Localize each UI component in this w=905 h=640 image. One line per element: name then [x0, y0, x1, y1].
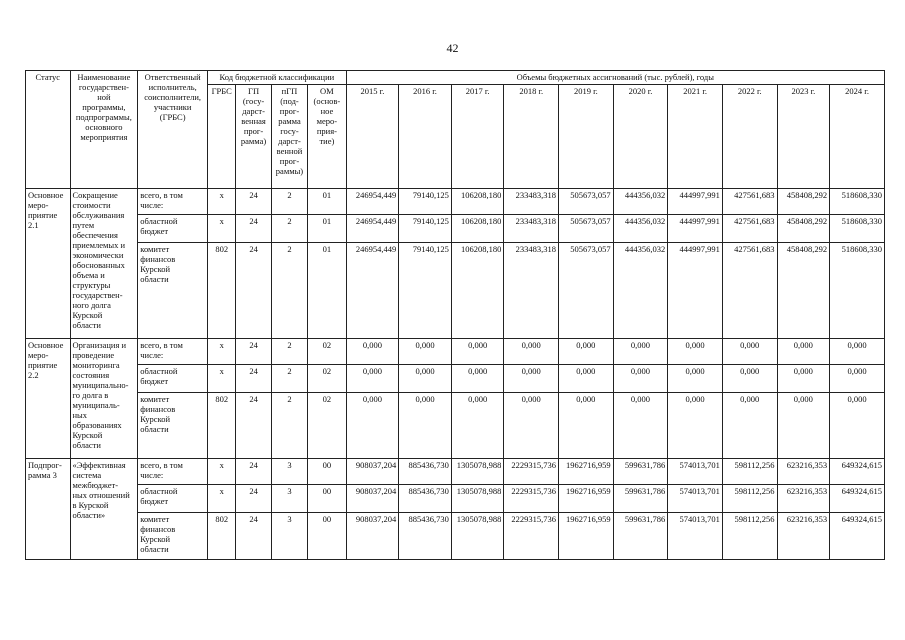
amount-cell: 0,000: [559, 365, 614, 393]
table-row: [26, 215, 885, 243]
amount-cell: 458408,292: [777, 215, 830, 243]
amount-cell: 518608,330: [830, 189, 885, 215]
grbs-cell: х: [208, 485, 236, 513]
header-responsible: Ответственный исполнитель, соисполнители, участники (ГРБС): [138, 71, 208, 189]
amount-cell: 79140,125: [399, 215, 452, 243]
header-year: 2017 г.: [451, 85, 504, 189]
amount-cell: 0,000: [451, 393, 504, 459]
header-year: 2019 г.: [559, 85, 614, 189]
header-gp: ГП (госу- дарст- венная прог- рамма): [236, 85, 271, 189]
amount-cell: 1962716,959: [559, 459, 614, 485]
table-row: [26, 189, 885, 215]
grbs-cell: 802: [208, 393, 236, 459]
gp-cell: 24: [236, 485, 271, 513]
header-year: 2020 г.: [613, 85, 668, 189]
responsible-cell: всего, в том числе:: [138, 189, 208, 215]
amount-cell: 2229315,736: [504, 459, 559, 485]
table-row: [26, 485, 885, 513]
amount-cell: 0,000: [399, 393, 452, 459]
grbs-cell: х: [208, 189, 236, 215]
header-name: Наименование государствен- ной программы, подпрограммы, основного мероприятия: [70, 71, 138, 189]
amount-cell: 505673,057: [559, 189, 614, 215]
amount-cell: 908037,204: [346, 485, 399, 513]
amount-cell: 598112,256: [722, 459, 777, 485]
amount-cell: 444356,032: [613, 243, 668, 339]
amount-cell: 598112,256: [722, 513, 777, 560]
amount-cell: 2229315,736: [504, 485, 559, 513]
header-year: 2015 г.: [346, 85, 399, 189]
amount-cell: 0,000: [559, 339, 614, 365]
amount-cell: 0,000: [504, 365, 559, 393]
header-budget-volume: Объемы бюджетных ассигнований (тыс. рублей), годы: [346, 71, 884, 85]
om-cell: 02: [308, 339, 346, 365]
amount-cell: 0,000: [613, 339, 668, 365]
header-status: Статус: [26, 71, 71, 189]
pgp-cell: 2: [271, 339, 307, 365]
amount-cell: 0,000: [559, 393, 614, 459]
responsible-cell: всего, в том числе:: [138, 339, 208, 365]
amount-cell: 444997,991: [668, 189, 723, 215]
amount-cell: 0,000: [346, 365, 399, 393]
amount-cell: 0,000: [722, 339, 777, 365]
pgp-cell: 2: [271, 243, 307, 339]
gp-cell: 24: [236, 339, 271, 365]
pgp-cell: 2: [271, 215, 307, 243]
table-row: [26, 393, 885, 459]
grbs-cell: х: [208, 459, 236, 485]
amount-cell: 233483,318: [504, 243, 559, 339]
amount-cell: 0,000: [399, 339, 452, 365]
amount-cell: 444997,991: [668, 243, 723, 339]
amount-cell: 518608,330: [830, 243, 885, 339]
program-name-cell: Сокращение стоимости обслуживания путем обеспечения приемлемых и экономически обоснованных объема и структуры государствен- ного долга Курской области: [70, 189, 138, 339]
amount-cell: 0,000: [451, 339, 504, 365]
amount-cell: 427561,683: [722, 243, 777, 339]
header-row-top: [26, 71, 885, 85]
amount-cell: 246954,449: [346, 215, 399, 243]
grbs-cell: х: [208, 339, 236, 365]
amount-cell: 623216,353: [777, 513, 830, 560]
pgp-cell: 3: [271, 459, 307, 485]
gp-cell: 24: [236, 459, 271, 485]
amount-cell: 598112,256: [722, 485, 777, 513]
amount-cell: 0,000: [668, 393, 723, 459]
amount-cell: 0,000: [504, 393, 559, 459]
amount-cell: 885436,730: [399, 459, 452, 485]
om-cell: 00: [308, 485, 346, 513]
pgp-cell: 2: [271, 393, 307, 459]
amount-cell: 0,000: [830, 339, 885, 365]
grbs-cell: х: [208, 215, 236, 243]
amount-cell: 233483,318: [504, 189, 559, 215]
amount-cell: 505673,057: [559, 215, 614, 243]
gp-cell: 24: [236, 215, 271, 243]
grbs-cell: 802: [208, 513, 236, 560]
gp-cell: 24: [236, 513, 271, 560]
program-name-cell: «Эффективная система межбюджет- ных отношений в Курской области»: [70, 459, 138, 560]
amount-cell: 246954,449: [346, 189, 399, 215]
program-name-cell: Организация и проведение мониторинга состояния муниципально- го долга в муниципаль- ных образованиях Курской области: [70, 339, 138, 459]
om-cell: 02: [308, 393, 346, 459]
amount-cell: 1305078,988: [451, 485, 504, 513]
responsible-cell: комитет финансов Курской области: [138, 393, 208, 459]
amount-cell: 1962716,959: [559, 513, 614, 560]
grbs-cell: х: [208, 365, 236, 393]
amount-cell: 0,000: [668, 339, 723, 365]
amount-cell: 246954,449: [346, 243, 399, 339]
pgp-cell: 2: [271, 365, 307, 393]
amount-cell: 623216,353: [777, 485, 830, 513]
header-year: 2023 г.: [777, 85, 830, 189]
amount-cell: 574013,701: [668, 485, 723, 513]
amount-cell: 505673,057: [559, 243, 614, 339]
amount-cell: 0,000: [504, 339, 559, 365]
amount-cell: 106208,180: [451, 243, 504, 339]
page-number: 42: [446, 41, 459, 55]
amount-cell: 0,000: [346, 393, 399, 459]
amount-cell: 0,000: [613, 365, 668, 393]
amount-cell: 233483,318: [504, 215, 559, 243]
amount-cell: 427561,683: [722, 189, 777, 215]
amount-cell: 885436,730: [399, 485, 452, 513]
amount-cell: 0,000: [722, 365, 777, 393]
amount-cell: 599631,786: [613, 459, 668, 485]
responsible-cell: областной бюджет: [138, 485, 208, 513]
gp-cell: 24: [236, 189, 271, 215]
pgp-cell: 2: [271, 189, 307, 215]
header-year: 2024 г.: [830, 85, 885, 189]
amount-cell: 649324,615: [830, 459, 885, 485]
amount-cell: 0,000: [346, 339, 399, 365]
amount-cell: 0,000: [668, 365, 723, 393]
om-cell: 00: [308, 459, 346, 485]
amount-cell: 0,000: [399, 365, 452, 393]
table-row: [26, 459, 885, 485]
amount-cell: 0,000: [613, 393, 668, 459]
table-body: [26, 189, 885, 560]
table-row: [26, 243, 885, 339]
amount-cell: 79140,125: [399, 243, 452, 339]
amount-cell: 106208,180: [451, 215, 504, 243]
amount-cell: 0,000: [830, 365, 885, 393]
header-budget-code: Код бюджетной классификации: [208, 71, 347, 85]
table-row: [26, 513, 885, 560]
table-row: [26, 339, 885, 365]
header-year: 2018 г.: [504, 85, 559, 189]
amount-cell: 0,000: [777, 339, 830, 365]
header-year: 2016 г.: [399, 85, 452, 189]
header-om: ОМ (основ- ное меро- прия- тие): [308, 85, 346, 189]
amount-cell: 908037,204: [346, 459, 399, 485]
gp-cell: 24: [236, 393, 271, 459]
amount-cell: 599631,786: [613, 485, 668, 513]
om-cell: 00: [308, 513, 346, 560]
om-cell: 02: [308, 365, 346, 393]
header-year: 2021 г.: [668, 85, 723, 189]
header-pgp: пГП (под- прог- рамма госу- дарст- венной прог- раммы): [271, 85, 307, 189]
amount-cell: 427561,683: [722, 215, 777, 243]
amount-cell: 2229315,736: [504, 513, 559, 560]
amount-cell: 1305078,988: [451, 459, 504, 485]
om-cell: 01: [308, 243, 346, 339]
amount-cell: 444356,032: [613, 215, 668, 243]
gp-cell: 24: [236, 243, 271, 339]
amount-cell: 444997,991: [668, 215, 723, 243]
amount-cell: 908037,204: [346, 513, 399, 560]
amount-cell: 458408,292: [777, 189, 830, 215]
responsible-cell: областной бюджет: [138, 215, 208, 243]
amount-cell: 574013,701: [668, 459, 723, 485]
amount-cell: 0,000: [777, 365, 830, 393]
status-cell: Основное меро- приятие 2.1: [26, 189, 71, 339]
amount-cell: 458408,292: [777, 243, 830, 339]
amount-cell: 1305078,988: [451, 513, 504, 560]
amount-cell: 444356,032: [613, 189, 668, 215]
table-row: [26, 365, 885, 393]
amount-cell: 0,000: [777, 393, 830, 459]
amount-cell: 106208,180: [451, 189, 504, 215]
pgp-cell: 3: [271, 485, 307, 513]
amount-cell: 0,000: [830, 393, 885, 459]
amount-cell: 1962716,959: [559, 485, 614, 513]
amount-cell: 79140,125: [399, 189, 452, 215]
header-year: 2022 г.: [722, 85, 777, 189]
pgp-cell: 3: [271, 513, 307, 560]
om-cell: 01: [308, 215, 346, 243]
amount-cell: 0,000: [451, 365, 504, 393]
responsible-cell: комитет финансов Курской области: [138, 513, 208, 560]
responsible-cell: всего, в том числе:: [138, 459, 208, 485]
amount-cell: 649324,615: [830, 485, 885, 513]
amount-cell: 885436,730: [399, 513, 452, 560]
amount-cell: 0,000: [722, 393, 777, 459]
grbs-cell: 802: [208, 243, 236, 339]
responsible-cell: комитет финансов Курской области: [138, 243, 208, 339]
amount-cell: 518608,330: [830, 215, 885, 243]
header-grbs: ГРБС: [208, 85, 236, 189]
gp-cell: 24: [236, 365, 271, 393]
amount-cell: 649324,615: [830, 513, 885, 560]
budget-allocation-table: [25, 70, 885, 560]
amount-cell: 623216,353: [777, 459, 830, 485]
status-cell: Основное меро- приятие 2.2: [26, 339, 71, 459]
status-cell: Подпрог- рамма 3: [26, 459, 71, 560]
amount-cell: 574013,701: [668, 513, 723, 560]
responsible-cell: областной бюджет: [138, 365, 208, 393]
amount-cell: 599631,786: [613, 513, 668, 560]
om-cell: 01: [308, 189, 346, 215]
